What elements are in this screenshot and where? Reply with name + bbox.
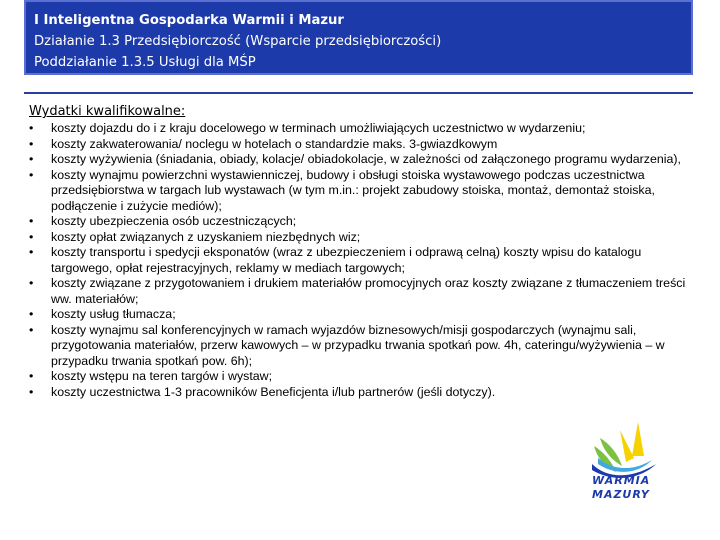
list-item-text: koszty opłat związanych z uzyskaniem niezbędnych wiz; bbox=[51, 229, 361, 244]
list-item bbox=[29, 168, 694, 215]
title-banner bbox=[24, 0, 693, 75]
list-item bbox=[29, 152, 694, 168]
bullet-icon: • bbox=[29, 384, 34, 399]
bullet-icon: • bbox=[29, 369, 34, 383]
bullet-icon: • bbox=[29, 322, 34, 337]
list-item-text: koszty wynajmu powierzchni wystawienniczej, budowy i obsługi stoiska wystawowego podczas uczestnictwa przedsiębiorstwa w targach lub wystawach (w tym m.in.: projekt zabudowy stoiska, montaż, demontaż stoiska, podłączenie i zużycie mediów); bbox=[51, 167, 655, 213]
bullet-icon: • bbox=[29, 136, 34, 151]
list-item bbox=[29, 137, 694, 153]
list-item-text: koszty ubezpieczenia osób uczestniczących; bbox=[51, 214, 297, 228]
bullet-icon: • bbox=[29, 167, 34, 182]
logo-line2: MAZURY bbox=[592, 488, 650, 501]
bullet-icon: • bbox=[29, 121, 34, 135]
list-item-text: koszty wynajmu sal konferencyjnych w ramach wyjazdów biznesowych/misji gospodarczych (wynajmu sali, przygotowania materiałów, przerw kawowych – w przypadku trwania spotkań pow. 4h, cateringu/wyżywienia – w przypadku trwania spotkań pow. 6h); bbox=[51, 322, 665, 368]
measure-title: Działanie 1.3 Przedsiębiorczość (Wsparcie przedsiębiorczości) bbox=[34, 34, 442, 49]
list-item-text: koszty wstępu na teren targów i wystaw; bbox=[51, 369, 273, 383]
list-item bbox=[29, 385, 694, 401]
program-title: I Inteligentna Gospodarka Warmii i Mazur bbox=[34, 13, 344, 28]
list-item-text: koszty zakwaterowania/ noclegu w hotelach o standardzie maks. 3-gwiazdkowym bbox=[51, 136, 498, 151]
list-item-text: koszty transportu i spedycji eksponatów (wraz z ubezpieczeniem i odprawą celną) koszty wpisu do katalogu targowego, opłat rejestracyjnych, reklamy w mediach targowych; bbox=[51, 245, 642, 275]
bullet-icon: • bbox=[29, 245, 34, 259]
list-item-text: koszty związane z przygotowaniem i drukiem materiałów promocyjnych oraz koszty związane z tłumaczeniem treści ww. materiałów; bbox=[51, 276, 686, 306]
logo-line1: WARMIA bbox=[592, 474, 651, 487]
list-item-text: koszty usług tłumacza; bbox=[51, 307, 176, 321]
eligible-costs-list bbox=[29, 121, 694, 400]
logo-sun-ray bbox=[632, 422, 644, 456]
list-item bbox=[29, 121, 694, 137]
bullet-icon: • bbox=[29, 229, 34, 244]
list-item bbox=[29, 276, 694, 307]
submeasure-title: Poddziałanie 1.3.5 Usługi dla MŚP bbox=[34, 55, 256, 70]
list-item bbox=[29, 307, 694, 323]
list-item-text: koszty wyżywienia (śniadania, obiady, kolacje/ obiadokolacje, w zależności od załączonego programu wydarzenia), bbox=[51, 152, 681, 166]
section-title: Wydatki kwalifikowalne: bbox=[29, 104, 186, 119]
bullet-icon: • bbox=[29, 152, 34, 166]
bullet-icon: • bbox=[29, 307, 34, 321]
divider bbox=[24, 92, 693, 94]
list-item bbox=[29, 369, 694, 385]
bullet-icon: • bbox=[29, 214, 34, 228]
logo-sun-ray bbox=[620, 430, 634, 462]
list-item-text: koszty dojazdu do i z kraju docelowego w terminach umożliwiających uczestnictwo w wydarzeniu; bbox=[51, 121, 586, 135]
logo-wordmark bbox=[592, 474, 650, 502]
warmia-mazury-logo bbox=[586, 418, 666, 528]
list-item bbox=[29, 245, 694, 276]
list-item bbox=[29, 230, 694, 246]
list-item-text: koszty uczestnictwa 1-3 pracowników Beneficjenta i/lub partnerów (jeśli dotyczy). bbox=[51, 384, 496, 399]
list-item bbox=[29, 323, 694, 370]
list-item bbox=[29, 214, 694, 230]
bullet-icon: • bbox=[29, 276, 34, 290]
